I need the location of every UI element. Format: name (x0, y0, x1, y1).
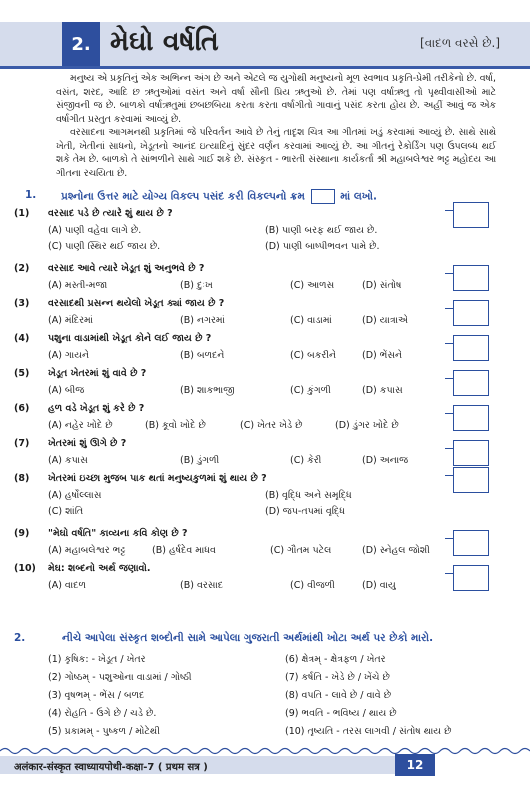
question-number: (2) (14, 263, 30, 274)
section2-instruction-text: નીચે આપેલા સંસ્કૃત શબ્દોની સામે આપેલા ગુજરાતી અર્થમાંથી ખોટા અર્થ પર છેકો મારો. (62, 632, 434, 644)
option-c[interactable]: (C) શાંતિ (48, 506, 84, 517)
option-c[interactable]: (C) વાડામાં (290, 315, 332, 326)
question-number: (7) (14, 438, 30, 449)
option-b[interactable]: (B) કૂવો ખોદે છે (145, 420, 206, 431)
option-d[interactable]: (D) સ્નેહલ જોશી (362, 545, 430, 556)
question-text: "મેઘો વર્ષતિ" કાવ્યના કવિ કોણ છે ? (48, 528, 188, 539)
question-text: હળ વડે ખેડૂત શું કરે છે ? (48, 403, 145, 414)
answer-box-marker (445, 210, 453, 211)
question-number: (4) (14, 333, 30, 344)
answer-box-marker (445, 273, 453, 274)
question-text: વરસાદ આવે ત્યારે ખેડૂત શું અનુભવે છે ? (48, 263, 205, 274)
header-stripe (0, 66, 530, 69)
option-d[interactable]: (D) સંતોષ (362, 280, 402, 291)
answer-box[interactable] (453, 265, 489, 291)
answer-box-marker (445, 573, 453, 574)
question-text: ખેતરમાં ઇચ્છા મુજબ પાક થતાં મનુષ્યકુળમાં શું થાય છે ? (48, 473, 267, 484)
section1-instruction-text: પ્રશ્નોના ઉત્તર માટે યોગ્ય વિકલ્પ પસંદ કરી વિકલ્પનો ક્રમ (61, 190, 305, 203)
answer-box[interactable] (453, 335, 489, 361)
option-d[interactable]: (D) જપ-તપમાં વૃદ્ધિ (265, 506, 345, 517)
question-number: (10) (14, 563, 36, 574)
word-pair-4[interactable]: (7) કર્ષતિ - ખેડે છે / ખેંચે છે (285, 672, 390, 683)
option-a[interactable]: (A) હર્ષોલ્લાસ (48, 490, 102, 501)
answer-box[interactable] (453, 300, 489, 326)
option-d[interactable]: (D) ભેંસને (362, 350, 403, 361)
lesson-number: 2. (62, 22, 100, 66)
answer-box[interactable] (453, 405, 489, 431)
option-b[interactable]: (B) બળદને (180, 350, 225, 361)
answer-box-marker (445, 448, 453, 449)
option-b[interactable]: (B) હર્ષદેવ માધવ (152, 545, 216, 556)
option-a[interactable]: (A) મસ્તી-મજા (48, 280, 108, 291)
option-a[interactable]: (A) મંદિરમાં (48, 315, 94, 326)
answer-box-marker (445, 475, 453, 476)
option-d[interactable]: (D) પાણી બાષ્પીભવન પામે છે. (265, 241, 380, 252)
option-a[interactable]: (A) વાદળ (48, 580, 86, 591)
option-c[interactable]: (C) આળસ (290, 280, 335, 291)
option-b[interactable]: (B) ડુંગળી (180, 455, 220, 466)
intro-text (56, 72, 496, 180)
word-pair-9[interactable]: (5) પ્રકામમ્ - પુષ્કળ / મોટેથી (48, 726, 160, 737)
question-number: (1) (14, 208, 30, 219)
option-c[interactable]: (C) પાણી સ્થિર થઈ જાય છે. (48, 241, 161, 252)
answer-box-marker (445, 378, 453, 379)
question-text: પશુના વાડામાંથી ખેડૂત કોને લઈ જાય છે ? (48, 333, 212, 344)
option-c[interactable]: (C) વીજળી (290, 580, 335, 591)
section1-instruction-end: માં લખો. (340, 190, 378, 203)
page-number: 12 (395, 754, 435, 776)
word-pair-10[interactable]: (10) તૃષ્યતિ - તરસ લાગવી / સંતોષ થાય છે (285, 726, 452, 737)
answer-box[interactable] (453, 370, 489, 396)
option-b[interactable]: (B) નગરમાં (180, 315, 225, 326)
section2-number: 2. (14, 632, 26, 644)
word-pair-5[interactable]: (3) વૃષભમ્ - ભેંસ / બળદ (48, 690, 145, 701)
option-b[interactable]: (B) શાકભાજી (180, 385, 235, 396)
question-text: વરસાદથી પ્રસન્ન થયેલો ખેડૂત ક્યાં જાય છે ? (48, 298, 225, 309)
question-number: (6) (14, 403, 30, 414)
option-b[interactable]: (B) વૃદ્ધિ અને સમૃદ્ધિ (265, 490, 352, 501)
question-number: (5) (14, 368, 30, 379)
word-pair-7[interactable]: (4) રોહતિ - ઉગે છે / ચડે છે. (48, 708, 157, 719)
footer-text: अलंकार-संस्कृत स्वाध्यायपोथी-कक्षा-7 ( प्रथम सत्र ) (14, 762, 208, 773)
question-text: મેઘ: શબ્દનો અર્થ જણાવો. (48, 563, 151, 574)
option-c[interactable]: (C) ખેતર ખેડે છે (240, 420, 303, 431)
option-c[interactable]: (C) કેરી (290, 455, 322, 466)
answer-box[interactable] (453, 467, 489, 493)
question-text: વરસાદ પડે છે ત્યારે શું થાય છે ? (48, 208, 173, 219)
word-pair-1[interactable]: (1) કૃષિક: - ખેડૂત / ખેતર (48, 654, 146, 665)
option-b[interactable]: (B) પાણી બરફ થઈ જાય છે. (265, 225, 378, 236)
answer-box[interactable] (453, 202, 489, 228)
answer-box-marker (445, 538, 453, 539)
footer-wave-divider (0, 746, 530, 756)
option-d[interactable]: (D) ડુંગર ખોદે છે (335, 420, 399, 431)
answer-box[interactable] (453, 565, 489, 591)
question-text: ખેડૂત ખેતરમાં શું વાવે છે ? (48, 368, 147, 379)
option-d[interactable]: (D) કપાસ (362, 385, 403, 396)
option-d[interactable]: (D) યાત્રાએ (362, 315, 409, 326)
intro-paragraph-1: મનુષ્ય એ પ્રકૃતિનું એક અભિન્ન અંગ છે અને એટલે જ યુગોથી મનુષ્યનો મૂળ સ્વભાવ પ્રકૃતિ-પ્રેમી તરીકેનો છે. વર્ષા, વસંત, શરદ, આદિ છ ઋતુઓમાં વસંત અને વર્ષા સૌની પ્રિય ઋતુઓ છે. તેમાં પણ વર્ષાઋતુ તો પૃથ્વીવાસીઓ માટે સંજીવની જ છે. બાળકો વર્ષાઋતુમાં છબછબિયા કરતા કરતા વર્ષાગીતો ગાવાનું પસંદ કરતા હોય છે. અહીં આવું જ એક વર્ષાગીત પ્રસ્તુત કરવામાં આવ્યું છે. (56, 73, 496, 125)
section1-number: 1. (25, 189, 37, 201)
lesson-title: મેઘો વર્ષતિ (110, 26, 219, 57)
option-b[interactable]: (B) વરસાદ (180, 580, 224, 591)
answer-box-marker (445, 413, 453, 414)
question-number: (9) (14, 528, 30, 539)
lesson-subtitle: [વાદળ વરસે છે.] (420, 36, 500, 50)
option-a[interactable]: (A) કપાસ (48, 455, 88, 466)
option-d[interactable]: (D) અનાજ (362, 455, 409, 466)
question-number: (8) (14, 473, 30, 484)
option-b[interactable]: (B) દુઃખ (180, 280, 213, 291)
option-a[interactable]: (A) પાણી વહેવા લાગે છે. (48, 225, 142, 236)
word-pair-3[interactable]: (2) ગોષ્ઠમ્ - પશુઓના વાડામાં / ગોષ્ઠી (48, 672, 192, 683)
question-number: (3) (14, 298, 30, 309)
option-a[interactable]: (A) નહેર ખોદે છે (48, 420, 113, 431)
word-pair-2[interactable]: (6) ક્ષેત્રમ્ - ક્ષેત્રફળ / ખેતર (285, 654, 386, 665)
option-a[interactable]: (A) મહાબલેશ્વર ભટ્ટ (48, 545, 126, 556)
intro-paragraph-2: વરસાદના આગમનથી પ્રકૃતિમાં જે પરિવર્તન આવે છે તેનું તાદૃશ ચિત્ર આ ગીતમાં ખડું કરવામાં આવ્યું છે. સાથે સાથે ખેતી, ખેતીનાં સાધનો, ખેડૂતનો આનંદ ઇત્યાદિનું સુંદર વર્ણન કરવામાં આવ્યું છે. આ ગીતનું રેકોર્ડિંગ પણ ઉપલબ્ધ થઈ શકે તેમ છે. બાળકો તે સાંભળીને સાથે ગાઈ શકે છે. સંસ્કૃત - ભારતી સંસ્થાના કાર્યકર્તા શ્રી મહાબલેશ્વર ભટ્ટ મહોદય આ ગીતના રચયિતા છે. (56, 127, 496, 179)
option-d[interactable]: (D) વાયુ (362, 580, 396, 591)
answer-box-marker (445, 308, 453, 309)
option-c[interactable]: (C) બકરીને (290, 350, 337, 361)
question-text: ખેતરમાં શું ઊગે છે ? (48, 438, 127, 449)
answer-box[interactable] (453, 530, 489, 556)
answer-box[interactable] (453, 440, 489, 466)
word-pair-8[interactable]: (9) ભવતિ - ભવિષ્ય / થાય છે (285, 708, 397, 719)
option-a[interactable]: (A) બીજ (48, 385, 85, 396)
option-c[interactable]: (C) કુંગળી (290, 385, 331, 396)
option-c[interactable]: (C) ગૌતમ પટેલ (270, 545, 332, 556)
answer-box-marker (445, 343, 453, 344)
word-pair-6[interactable]: (8) વપતિ - લાવે છે / વાવે છે (285, 690, 392, 701)
answer-box-sample (311, 189, 335, 204)
option-a[interactable]: (A) ગાયને (48, 350, 90, 361)
